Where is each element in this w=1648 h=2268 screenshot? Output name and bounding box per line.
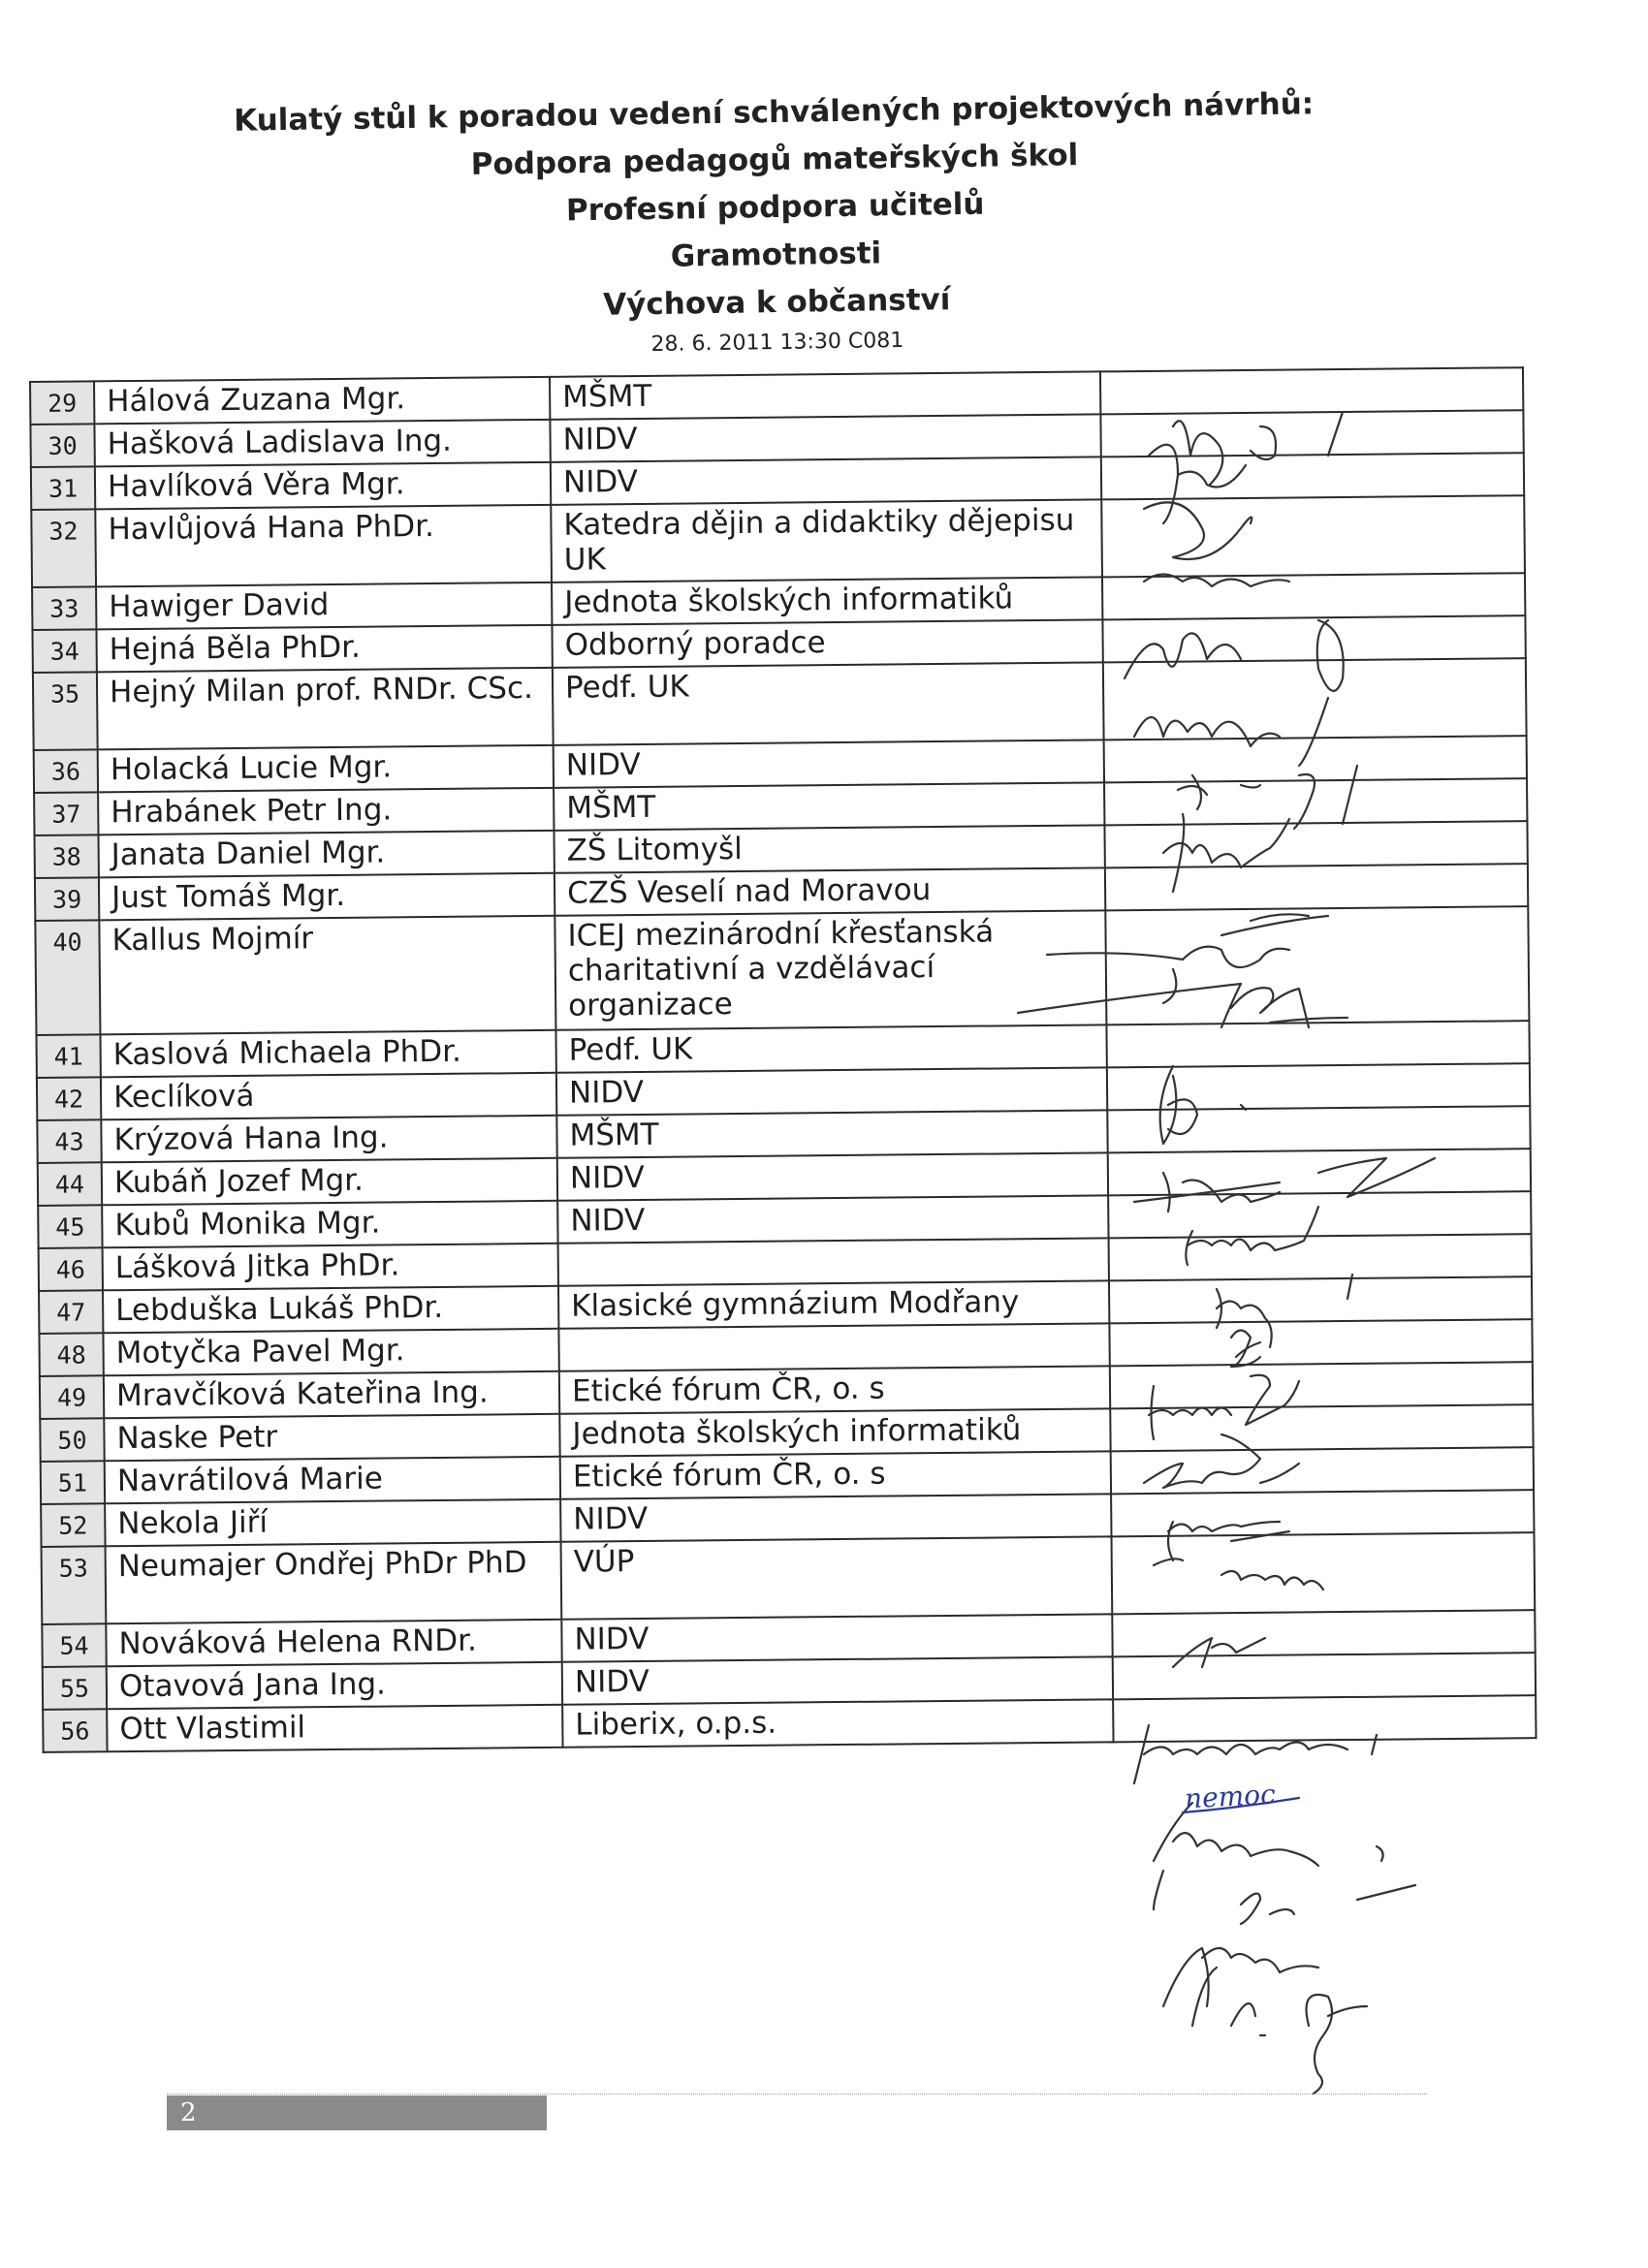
signature-cell xyxy=(1103,658,1527,740)
participant-organization xyxy=(558,1323,1109,1370)
participant-name: Lášková Jitka PhDr. xyxy=(103,1244,558,1291)
participant-name: Mravčíková Kateřina Ing. xyxy=(104,1371,559,1419)
row-number: 40 xyxy=(35,920,100,1035)
attendance-table-wrapper xyxy=(29,366,1536,1753)
participant-name: Navrátilová Marie xyxy=(105,1457,560,1504)
row-number: 50 xyxy=(40,1418,104,1462)
table-row xyxy=(35,906,1529,1035)
participant-organization: Klasické gymnázium Modřany xyxy=(558,1280,1109,1328)
row-number: 34 xyxy=(32,629,96,673)
table-row xyxy=(42,1532,1536,1624)
row-number: 29 xyxy=(30,381,94,425)
signature-cell xyxy=(1110,1404,1533,1451)
participant-name: Janata Daniel Mgr. xyxy=(98,831,554,878)
participant-organization: NIDV xyxy=(557,1152,1108,1200)
signature-cell xyxy=(1110,1362,1533,1408)
participant-organization: MŠMT xyxy=(556,1110,1107,1157)
signature-cell xyxy=(1102,573,1525,619)
signature-cell xyxy=(1109,1234,1532,1280)
header-title-line-3: Profesní podpora učitelů xyxy=(565,186,985,229)
participant-organization: MŠMT xyxy=(554,782,1104,830)
signature-54 xyxy=(1241,1885,1415,1924)
signature-cell xyxy=(1101,495,1525,577)
participant-organization: MŠMT xyxy=(550,371,1100,419)
participant-name: Just Tomáš Mgr. xyxy=(99,873,555,921)
row-number: 31 xyxy=(31,466,95,510)
signature-cell xyxy=(1111,1447,1534,1494)
table-row xyxy=(33,658,1527,750)
participant-organization xyxy=(558,1238,1109,1285)
signature-cell xyxy=(1106,1021,1529,1067)
header-title-line-5: Výchova k občanství xyxy=(602,282,951,323)
row-number: 55 xyxy=(43,1666,107,1710)
attendance-table-body xyxy=(30,367,1537,1752)
participant-organization: NIDV xyxy=(556,1067,1107,1115)
signature-cell xyxy=(1100,410,1523,457)
row-number: 51 xyxy=(41,1461,105,1504)
participant-organization: ZŠ Litomyšl xyxy=(554,825,1104,872)
participant-name: Keclíková xyxy=(101,1073,556,1120)
signature-cell xyxy=(1109,1319,1532,1366)
participant-name: Lebduška Lukáš PhDr. xyxy=(103,1286,558,1334)
participant-organization: NIDV xyxy=(554,740,1104,787)
participant-organization: Jednota školských informatiků xyxy=(559,1408,1110,1456)
signature-cell xyxy=(1105,864,1528,910)
participant-name: Hašková Ladislava Ing. xyxy=(94,420,550,467)
signature-cell xyxy=(1107,1063,1530,1110)
participant-organization: Etické fórum ČR, o. s xyxy=(559,1366,1110,1413)
participant-organization: NIDV xyxy=(561,1614,1112,1661)
signature-cell xyxy=(1108,1149,1531,1195)
participant-name: Holacká Lucie Mgr. xyxy=(98,745,554,793)
row-number: 52 xyxy=(41,1503,105,1547)
row-number: 48 xyxy=(39,1333,103,1376)
row-number: 43 xyxy=(37,1119,101,1163)
participant-name: Motyčka Pavel Mgr. xyxy=(103,1329,558,1376)
participant-organization: CZŠ Veselí nad Moravou xyxy=(555,867,1105,915)
participant-name: Otavová Jana Ing. xyxy=(107,1662,562,1710)
header-title-line-1: Kulatý stůl k poradou vedení schválených projektových návrhů: xyxy=(233,86,1315,139)
row-number: 49 xyxy=(40,1375,104,1419)
row-number: 36 xyxy=(34,749,98,793)
participant-name: Hejný Milan prof. RNDr. CSc. xyxy=(97,668,554,750)
header-date-room: 28. 6. 2011 13:30 C081 xyxy=(650,328,904,358)
participant-name: Kubů Monika Mgr. xyxy=(102,1201,557,1248)
participant-name: Kallus Mojmír xyxy=(99,916,555,1035)
participant-organization: Pedf. UK xyxy=(555,1024,1106,1072)
signature-56 xyxy=(1192,1968,1367,2094)
row-number: 35 xyxy=(33,672,98,750)
row-number: 37 xyxy=(34,792,98,835)
signature-cell xyxy=(1104,778,1527,825)
participant-name: Hawiger David xyxy=(96,583,552,630)
page-number: 2 xyxy=(180,2098,197,2127)
signature-cell xyxy=(1101,453,1524,499)
participant-name: Hálová Zuzana Mgr. xyxy=(94,377,550,425)
participant-name: Neumajer Ondřej PhDr PhD xyxy=(106,1542,562,1624)
participant-organization: NIDV xyxy=(562,1656,1113,1704)
signature-cell xyxy=(1109,1276,1532,1323)
signature-cell xyxy=(1108,1191,1531,1238)
participant-organization: VÚP xyxy=(561,1536,1113,1619)
participant-organization: Katedra dějin a didaktiky dějepisu UK xyxy=(551,499,1102,582)
signature-55 xyxy=(1163,1948,1318,2006)
signature-cell xyxy=(1113,1695,1536,1742)
participant-name: Hrabánek Petr Ing. xyxy=(98,788,554,835)
signature-cell xyxy=(1102,615,1525,662)
row-number: 45 xyxy=(38,1205,102,1248)
signature-cell xyxy=(1113,1653,1536,1699)
row-number: 32 xyxy=(31,509,96,587)
participant-organization: NIDV xyxy=(550,414,1100,461)
participant-name: Nekola Jiří xyxy=(105,1499,560,1547)
row-number: 38 xyxy=(35,835,99,878)
signature-53 xyxy=(1154,1803,1383,1909)
table-row xyxy=(31,495,1525,587)
participant-name: Kubáň Jozef Mgr. xyxy=(102,1158,557,1206)
row-number: 54 xyxy=(42,1623,106,1667)
signature-cell xyxy=(1104,736,1527,782)
attendance-table xyxy=(29,366,1537,1753)
row-number: 39 xyxy=(35,877,99,921)
header-title-line-2: Podpora pedagogů mateřských škol xyxy=(470,138,1079,182)
participant-name: Naske Petr xyxy=(104,1414,559,1462)
signature-cell xyxy=(1111,1490,1534,1536)
row-number: 47 xyxy=(39,1290,103,1334)
row-number: 42 xyxy=(37,1077,101,1120)
signature-cell xyxy=(1105,906,1529,1024)
participant-name: Havlíková Věra Mgr. xyxy=(95,462,551,510)
row-number: 56 xyxy=(43,1709,107,1752)
page-number-bar xyxy=(167,2095,547,2130)
participant-organization: Etické fórum ČR, o. s xyxy=(560,1451,1111,1498)
row-number: 33 xyxy=(32,586,96,630)
footer-divider xyxy=(167,2094,1427,2095)
participant-name: Kaslová Michaela PhDr. xyxy=(100,1030,555,1078)
signature-cell xyxy=(1107,1106,1530,1152)
signature-cell xyxy=(1112,1610,1535,1656)
participant-organization: Liberix, o.p.s. xyxy=(562,1699,1113,1747)
signature-cell xyxy=(1100,367,1523,414)
signature-cell xyxy=(1104,821,1527,867)
participant-name: Hejná Běla PhDr. xyxy=(96,625,552,673)
participant-organization: NIDV xyxy=(560,1494,1111,1541)
document-header xyxy=(192,80,1359,369)
row-number: 46 xyxy=(39,1247,103,1291)
row-number: 30 xyxy=(30,424,94,467)
participant-organization: Odborný poradce xyxy=(552,619,1102,667)
participant-organization: NIDV xyxy=(551,457,1101,504)
row-number: 53 xyxy=(42,1546,107,1624)
participant-organization: Jednota školských informatiků xyxy=(552,577,1102,624)
participant-organization: ICEJ mezinárodní křesťanská charitativní a vzdělávací organizace xyxy=(555,910,1106,1029)
nemoc-note: nemoc xyxy=(1184,1778,1277,1815)
participant-name: Havlůjová Hana PhDr. xyxy=(95,505,552,587)
participant-name: Nováková Helena RNDr. xyxy=(106,1620,561,1667)
participant-name: Ott Vlastimil xyxy=(107,1705,562,1752)
row-number: 41 xyxy=(36,1034,100,1078)
participant-organization: Pedf. UK xyxy=(553,662,1104,744)
participant-organization: NIDV xyxy=(557,1195,1108,1243)
row-number: 44 xyxy=(38,1162,102,1206)
signature-cell xyxy=(1111,1532,1535,1614)
header-title-line-4: Gramotnosti xyxy=(670,236,882,274)
participant-name: Krýzová Hana Ing. xyxy=(101,1116,556,1163)
